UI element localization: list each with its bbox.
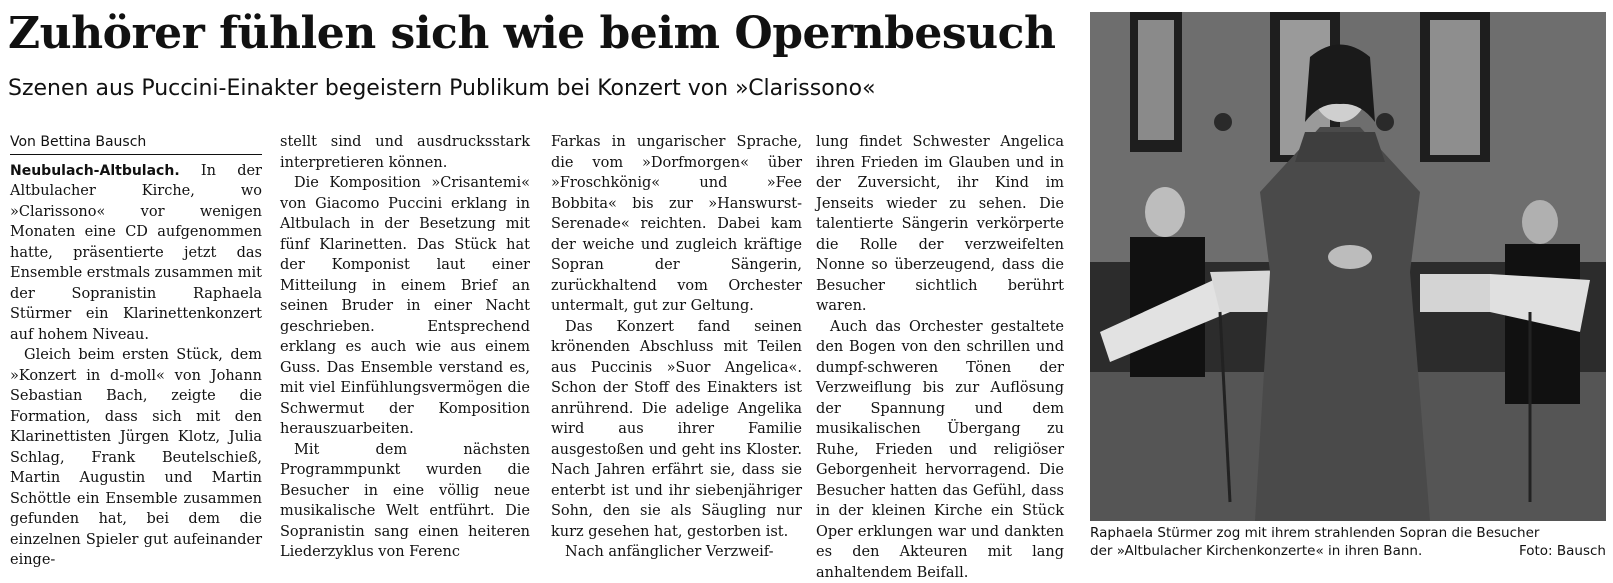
photo-credit: Foto: Bausch — [1519, 542, 1606, 560]
article-column-3 — [551, 132, 802, 563]
article-column-4 — [816, 132, 1064, 583]
subheadline: Szenen aus Puccini-Einakter begeistern Publikum bei Konzert von »Clarissono« — [8, 72, 1068, 106]
paragraph: Farkas in ungarischer Sprache, die vom »Dorfmorgen« über »Froschkönig« und »Fee Bobbita« bis zur »Hanswurst-Serenade« reichten. Dabei kam der weiche und zugleich kräftige Sopran der Sängerin, zurückhaltend vom Orchester untermalt, gut zur Geltung. — [551, 132, 802, 317]
concert-photo-illustration — [1090, 12, 1606, 521]
caption-line: Raphaela Stürmer zog mit ihrem strahlenden Sopran die Besucher — [1090, 524, 1606, 542]
paragraph: Auch das Orchester gestaltete den Bogen von den schrillen und dumpf-schweren Tönen der Verzweiflung bis zur Auflösung der Spannung und dem musikalischen Übergang zu Ruhe, Frieden und religiöser Geborgenheit hervorragend. Die Besucher hatten das Gefühl, dass in der kleinen Kirche ein Stück Oper erklungen war und dankten es den Akteuren mit lang anhaltendem Beifall. — [816, 317, 1064, 583]
paragraph: lung findet Schwester Angelica ihren Frieden im Glauben und in der Zuversicht, ihr Kind im Jenseits wieder zu sehen. Die talentierte Sängerin verkörperte die Rolle der verzweifelten Nonne so überzeugend, dass die Besucher sichtlich berührt waren. — [816, 132, 1064, 317]
paragraph: stellt sind und ausdrucksstark interpretieren können. — [280, 132, 530, 173]
paragraph: Die Komposition »Crisantemi« von Giacomo Puccini erklang in Altbulach in der Besetzung mit fünf Klarinetten. Das Stück hat der Komponist laut einer Mitteilung in einem Brief an seinen Bruder in einer Nacht geschrieben. Entsprechend erklang es auch wie aus einem Guss. Das Ensemble verstand es, mit viel Einfühlungsvermögen die Schwermut der Komposition herauszuarbeiten. — [280, 173, 530, 440]
concert-photo — [1090, 12, 1606, 521]
paragraph — [10, 161, 262, 346]
paragraph: Das Konzert fand seinen krönenden Abschluss mit Teilen aus Puccinis »Suor Angelica«. Schon der Stoff des Einakters ist anrührend. Die adelige Angelika wird aus ihrer Familie ausgestoßen und geht ins Kloster. Nach Jahren erfährt sie, dass sie enterbt ist und ihr siebenjähriger Sohn, den sie als Säugling nur kurz gesehen hat, gestorben ist. — [551, 317, 802, 543]
photo-caption — [1090, 524, 1606, 560]
caption-line: der »Altbulacher Kirchenkonzerte« in ihren Bann. — [1090, 542, 1422, 560]
paragraph: Mit dem nächsten Programmpunkt wurden die Besucher in eine völlig neue musikalische Welt entführt. Die Sopranistin sang einen heiteren Liederzyklus von Ferenc — [280, 440, 530, 563]
paragraph: Nach anfänglicher Verzweif- — [551, 542, 802, 563]
article-column-2 — [280, 132, 530, 563]
byline: Von Bettina Bausch — [10, 132, 262, 155]
paragraph: Gleich beim ersten Stück, dem »Konzert in d-moll« von Johann Sebastian Bach, zeigte die Formation, dass sich mit den Klarinettisten Jürgen Klotz, Julia Schlag, Frank Beutelschieß, Martin Augustin und Martin Schöttle ein Ensemble zusammen gefunden hat, bei dem die einzelnen Spieler gut aufeinander einge- — [10, 345, 262, 571]
article-column-1 — [10, 132, 262, 571]
headline: Zuhörer fühlen sich wie beim Opernbesuch — [8, 4, 1068, 64]
paragraph-text: In der Altbulacher Kirche, wo »Clarissono« vor wenigen Monaten eine CD aufgenommen hatte, präsentierte jetzt das Ensemble erstmals zusammen mit der Sopranistin Raphaela Stürmer ein Klarinettenkonzert auf hohem Niveau. — [10, 163, 262, 343]
dateline: Neubulach-Altbulach. — [10, 163, 180, 179]
